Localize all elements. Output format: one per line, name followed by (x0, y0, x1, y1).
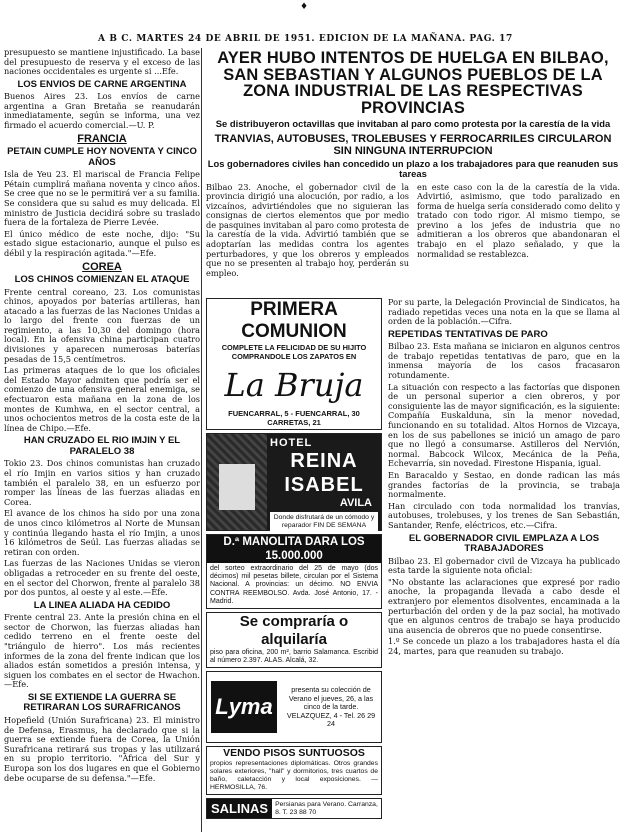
imjin-headline: HAN CRUZADO EL RIO IMJIN Y EL PARALELO 38 (23, 435, 181, 457)
intro-paragraph: presupuesto se mantiene injustificado. La base del presupuesto de reserva y el exceso de las naciones occidentales es urgente si ...Efe. (4, 48, 200, 77)
pisos-title: VENDO PISOS SUNTUOSOS (223, 747, 365, 760)
hotel-word: HOTEL (270, 437, 313, 449)
lyma-text: presenta su colección de Verano el jueves, 26, a las cinco de la tarde. VELAZQUEZ, 4 - Tel. 26 29 24 (286, 684, 376, 729)
linea-headline: LA LINEA ALIADA HA CEDIDO (33, 599, 171, 611)
carne-text: Buenos Aires 23. Los envíos de carne argentina a Gran Bretaña se reanudarán inmediatamente, según se informa, una vez firmado el acuerdo comercial.—U. P. (4, 91, 200, 131)
ad-dona-manolita (206, 534, 382, 609)
ad-comunion-sub: COMPLETE LA FELICIDAD DE SU HIJITO COMPRANDOLE LOS ZAPATOS EN (221, 343, 367, 361)
hotel-name: REINA ISABEL (284, 450, 364, 496)
fold-mark: ♦ (300, 2, 309, 12)
delegacion-text: Por su parte, la Delegación Provincial de Sindicatos, ha radiado repetidas veces una nota en la que se llama al orden de la población.—Cifra. (388, 297, 620, 327)
petain-headline: PETAIN CUMPLE HOY NOVENTA Y CINCO AÑOS (7, 146, 197, 168)
chinos-text-2: Las primeras ataques de lo que los oficiales del Estado Mayor admiten que podría ser el comienzo de una ofensiva general enemiga, se efectuaron esta mañana en la zona de los montes de Kumhwa, en el sector central, a unos ochocientos metros de la costa este de la línea de Chipo.—Efe. (4, 365, 200, 433)
ad-hotel-reina-isabel (206, 433, 382, 531)
repetidas-text-4: Han circulado con toda normalidad los tranvías, autobuses, trolebuses, y los trenes de San Sebastián, Santander, Renfe, eléctricos, etc.—Cifra. (388, 500, 620, 530)
hotel-desc: Donde disfrutará de un cómodo y reparador FIN DE SEMANA (270, 512, 378, 532)
pisos-text: propios representaciones diplomáticas. Otros grandes solares exteriores, "hall" y dormitorios, tres cuartos de baño, caletacción y local exposiciones. — HERMOSILLA, 76. (210, 760, 378, 792)
ad-vendo-pisos (206, 746, 382, 795)
salinas-title: SALINAS (207, 799, 272, 818)
column-rule (201, 48, 202, 832)
hotel-photo (207, 434, 267, 530)
repetidas-text-2: La situación con respecto a las factorías que disponen de un personal superior a cien obreros, y por consiguiente las de mayor significación, es la siguiente: Compañía Euskalduna, sin la menor novedad, funcionando en su totalidad. Altos Hornos de Vizcaya, en los de sus pabellones se inició un amago de paro que no llegó a consumarse. Astilleros del Nervión, normal. Babcock Wilcox, Mecánica de la Peña, Echevarría, sin novedad. Firestone Hispania, igual. (388, 381, 620, 469)
ad-primera-comunion (206, 298, 382, 430)
ads-column (206, 298, 382, 822)
salinas-text: Persianas para Verano. Carranza, 8. T. 23 88 70 (275, 800, 378, 816)
ad-salinas (206, 798, 382, 819)
imjin-text-3: Las fuerzas de las Naciones Unidas se vieron obligadas a retroceder en su frente del oeste, en el sector del Chorwon, frente al paralelo 38 por dos puntos, al oeste y al este.—Efe. (4, 558, 200, 598)
lead-col-2: en este caso con la de la carestía de la vida. Advirtió, asimismo, que todo paralizado en forma de huelga sería considerado como delito y tratado con todo rigor. Al mismo tiempo, se previno a los jefes de industria que no admitieran a los obreros que abandonaran el trabajo en el plazo señalado, y que la normalidad se restablezca. (417, 181, 620, 259)
lead-columns (206, 183, 620, 281)
petain-text-1: Isla de Yeu 23. El mariscal de Francia Felipe Pétain cumplirá mañana noventa y cinco años. Se cree que no se le permitirá ver a su familia. Se considera que su salud es muy delicada. El ministro de Justicia decidirá sobre su traslado fuera de la fortaleza de Pierre Levée. (4, 169, 200, 228)
compra-text: piso para oficina, 200 m², barrio Salamanca. Escribid al número 2.397. ALAS. Alcalá, 32. (210, 649, 378, 665)
imjin-text-1: Tokio 23. Dos chinos comunistas han cruzado el río Imjin en varios sitios y han cruzado también el paralelo 38, en un esfuerzo por romper las líneas de las fuerzas aliadas en Corea. (4, 458, 200, 507)
running-head: A B C. MARTES 24 DE ABRIL DE 1951. EDICION DE LA MAÑANA. PAG. 17 (98, 34, 513, 44)
francia-section-head: FRANCIA (77, 132, 127, 145)
loteria-title: D.ª MANOLITA DARA LOS 15.000.000 (207, 535, 381, 563)
gobernador-text-3: 1.º Se concede un plazo a los trabajadores hasta el día 24, martes, para que reanuden su trabajo. (388, 636, 620, 656)
linea-text: Frente central 23. Ante la presión china en el sector de Chorwon, las fuerzas aliadas han cedido terreno en el frente oeste del "triángulo de hierro". Los más recientes informes de la zona del frente indican que los aliados están sometidos a presión intensa, y siguen los combates en el sector de Hwachon.—Efe. (4, 612, 200, 690)
hotel-city: AVILA (339, 497, 372, 509)
surafrica-headline: SI SE EXTIENDE LA GUERRA SE RETIRARAN LOS SURAFRICANOS (23, 691, 181, 714)
gobernador-headline: EL GOBERNADOR CIVIL EMPLAZA A LOS TRABAJADORES (408, 532, 600, 555)
lead-col-1: Bilbao 23. Anoche, el gobernador civil de la provincia dirigió una alocución, por radio, a los vizcaínos, advirtiéndoles que no siguieran las consignas de ciertos elementos que por medio de pasquines invitaban al paro como protesta de la carestía de la vida. Advirtió también que se adoptarían las medidas contra los agentes perturbadores, y que los obreros y empleados que no se presenten al trabajo hoy, perderán su empleo. (206, 181, 409, 278)
repetidas-text-1: Bilbao 23. Esta mañana se iniciaron en algunos centros de trabajo repetidas tentativas de paro, que en la inmensa mayoría de los casos fracasaron rotundamente. (388, 341, 620, 381)
imjin-text-2: El avance de los chinos ha sido por una zona de unos cinco kilómetros al Norte de Munsan y continúa llegando hasta el río Imjin, a unos 16 kilómetros de Seúl. Las fuerzas aliadas se retiran con orden. (4, 508, 200, 557)
ad-comunion-title: PRIMERA COMUNION (241, 299, 347, 342)
corea-section-head: COREA (82, 260, 122, 273)
carne-headline: LOS ENVIOS DE CARNE ARGENTINA (17, 78, 187, 90)
ad-compraria-alquilaria (206, 612, 382, 668)
chinos-headline: LOS CHINOS COMIENZAN EL ATAQUE (14, 274, 190, 285)
la-bruja-logo: La Bruja (224, 366, 364, 404)
loteria-text: del sorteo extraordinario del 25 de mayo (dos décimos) mil pesetas billete, circulan por el Sistema Nacional. A provincias: un décimo. NO ENVIA CONTRA REEMBOLSO. Avda. José Antonio, 17. - Madrid. (210, 565, 378, 605)
main-headline: AYER HUBO INTENTOS DE HUELGA EN BILBAO, SAN SEBASTIAN Y ALGUNOS PUEBLOS DE LA ZONA INDUSTRIAL DE LAS RESPECTIVAS PROVINCIAS (217, 49, 609, 117)
ad-comunion-address: FUENCARRAL, 5 - FUENCARRAL, 30 CARRETAS, 21 (228, 409, 360, 427)
right-text-column (388, 298, 620, 659)
gobernador-text-2: "No obstante las aclaraciones que expresé por radio anoche, la propaganda llevada a cabo desde el extranjero por elementos disolventes, encaminada a la perturbación del orden y de la paz social, ha motivado que en algunos centros de trabajo se haya producido una ausencia de obreros que no puede consentirse. (388, 576, 620, 635)
chinos-text-1: Frente central coreano, 23. Los comunistas chinos, apoyados por baterías artilleras, han atacado a las fuerzas de las Naciones Unidas a lo largo del frente con fuerzas de un regimiento, a las 10,30 del domingo (hora local). En la ofensiva china participan cuatro divisiones y aparecen numerosas baterías pesadas de 15,5 centímetros. (4, 286, 200, 364)
compra-title: Se compraría o alquilaría (239, 613, 349, 649)
right-area (206, 48, 620, 832)
petain-text-2: El único médico de este noche, dijo: "Su estado sigue estacionario, aunque el pulso es débil y la respiración agitada."—Efe. (4, 228, 200, 258)
surafrica-text: Hopefield (Unión Surafricana) 23. El ministro de Defensa, Erasmus, ha declarado que si la guerra se extiende fuera de Corea, la Unión Surafricana retirará sus tropas y las utilizará en su propio territorio. "África del Sur y Europa son los dos lugares en que el Gobierno debe ocuparse de su defensa."—Efe. (4, 714, 200, 783)
ad-lyma (206, 671, 382, 743)
left-column (4, 48, 200, 832)
deck-3: Los gobernadores civiles han concedido un plazo a los trabajadores para que reanuden sus tareas (207, 157, 619, 179)
repetidas-headline: REPETIDAS TENTATIVAS DE PARO (388, 328, 548, 340)
lyma-logo: Lyma (211, 681, 277, 733)
deck-2: TRANVIAS, AUTOBUSES, TROLEBUSES Y FERROCARRILES CIRCULARON SIN NINGUNA INTERRUPCION (214, 132, 612, 157)
gobernador-text-1: Bilbao 23. El gobernador civil de Vizcaya ha publicado esta tarde la siguiente nota oficial: (388, 555, 620, 576)
repetidas-text-3: En Baracaldo y Sestao, en donde radican las más grandes factorías de la provincia, se trabaja normalmente. (388, 470, 620, 500)
deck-1: Se distribuyeron octavillas que invitaban al paro como protesta por la carestía de la vida (215, 118, 611, 129)
